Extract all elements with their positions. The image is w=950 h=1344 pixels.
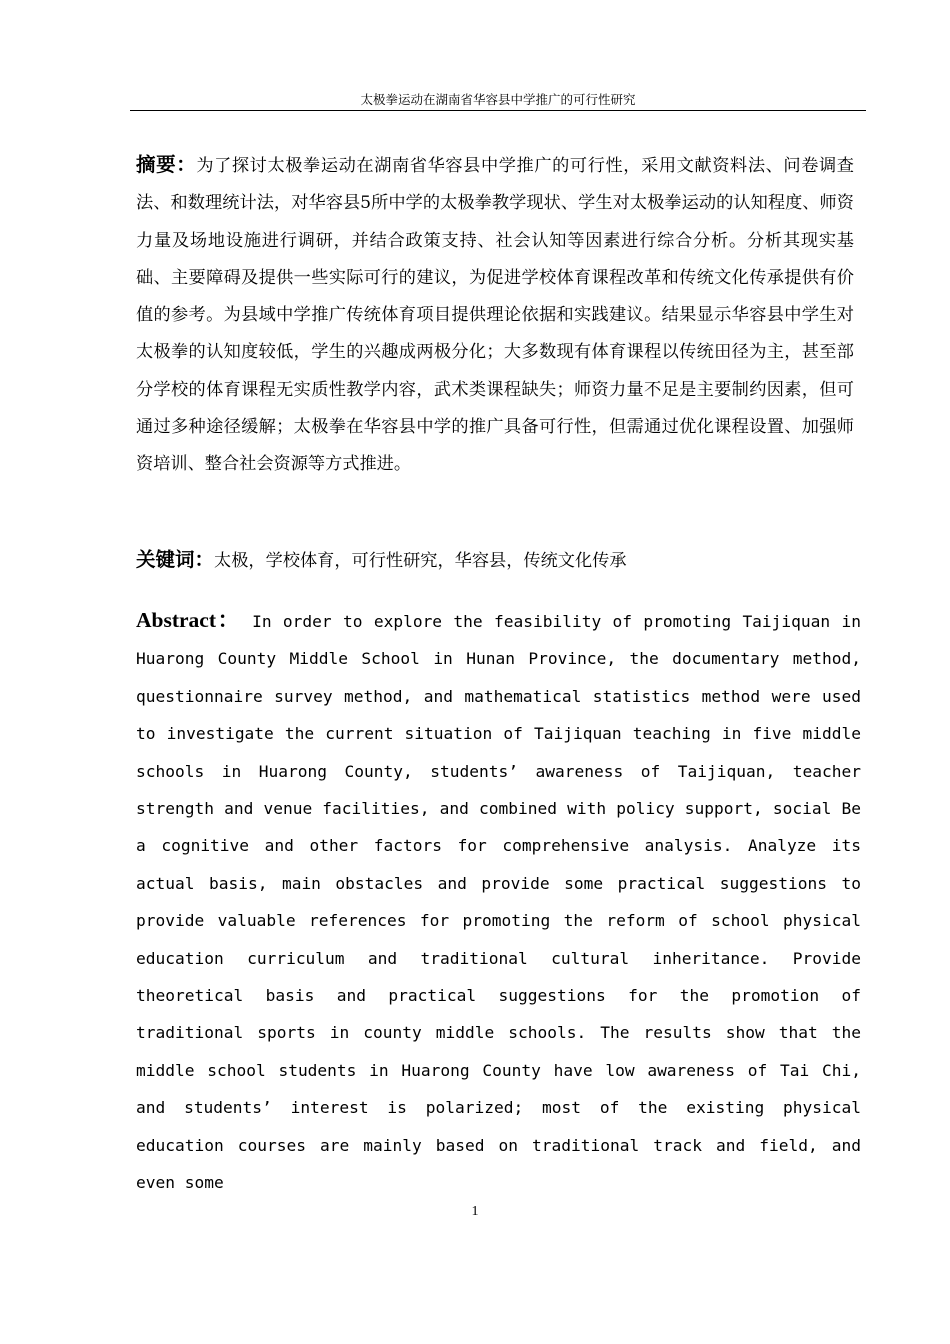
running-header-title: 太极拳运动在湖南省华容县中学推广的可行性研究 — [360, 93, 636, 107]
chinese-keywords-text: 太极，学校体育，可行性研究，华容县，传统文化传承 — [214, 551, 627, 571]
page-number-value: 1 — [471, 1204, 479, 1219]
chinese-keywords-label: 关键词： — [136, 548, 215, 571]
chinese-abstract-label: 摘要： — [136, 153, 197, 176]
chinese-abstract-text: 为了探讨太极拳运动在湖南省华容县中学推广的可行性，采用文献资料法、问卷调查法、和数理统计法，对华容县5所中学的太极拳教学现状、学生对太极拳运动的认知程度、师资力量及场地设施进行调研，并结合政策支持、社会认知等因素进行综合分析。分析其现实基础、主要障碍及提供一些实际可行的建议，为促进学校体育课程改革和传统文化传承提供有价值的参考。为县域中学推广传统体育项目提供理论依据和实践建议。结果显示华容县中学生对太极拳的认知度较低，学生的兴趣成两极分化；大多数现有体育课程以传统田径为主，甚至部分学校的体育课程无实质性教学内容，武术类课程缺失；师资力量不足是主要制约因素，但可通过多种途径缓解；太极拳在华容县中学的推广具备可行性，但需通过优化课程设置、加强师资培训、整合社会资源等方式推进。 — [136, 156, 854, 475]
chinese-keywords — [136, 543, 854, 578]
english-abstract-text: In order to explore the feasibility of promoting Taijiquan in Huarong County Middle School in Hunan Province, the documentary method, questionnaire survey method, and mathematical statistics method were used to investigate the current situation of Taijiquan teaching in five middle schools in Huarong County, students’ awareness of Taijiquan, teacher strength and venue facilities, and combined with policy support, social Be a cognitive and other factors for comprehensive analysis. Analyze its actual basis, main obstacles and provide some practical suggestions to provide valuable references for promoting the reform of school physical education curriculum and traditional cultural inheritance. Provide theoretical basis and practical suggestions for the promotion of traditional sports in county middle schools. The results show that the middle school students in Huarong County have low awareness of Tai Chi, and students’ interest is polarized; most of the existing physical education courses are mainly based on traditional track and field, and even some — [136, 612, 861, 1193]
chinese-abstract — [136, 146, 854, 484]
english-abstract — [136, 602, 861, 1202]
header-rule — [130, 110, 866, 111]
english-abstract-label: Abstract： — [136, 608, 241, 632]
running-header — [130, 92, 866, 108]
page-number — [0, 1204, 950, 1220]
